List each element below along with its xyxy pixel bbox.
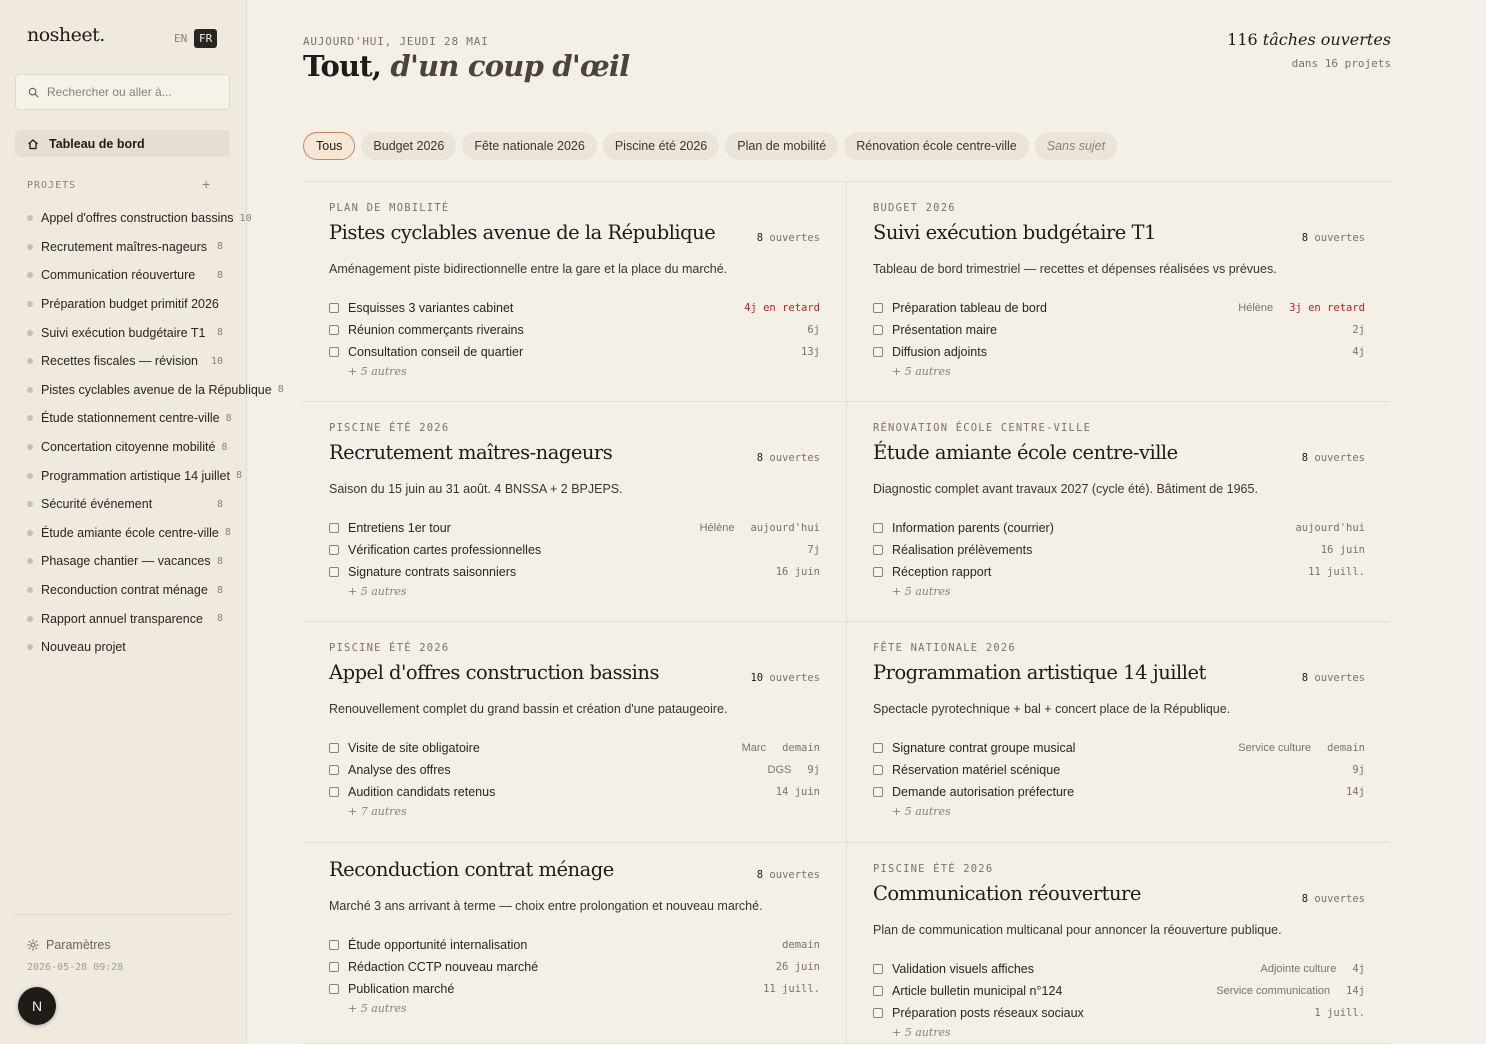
- task-assignee: Hélène: [1238, 302, 1274, 314]
- card-category: PISCINE ÉTÉ 2026: [329, 642, 450, 654]
- filter-chip[interactable]: Sans sujet: [1035, 132, 1117, 160]
- task-due: 9j: [1352, 764, 1365, 776]
- project-dot-icon: [27, 444, 33, 450]
- sidebar-project-item[interactable]: [27, 404, 232, 433]
- settings-label: Paramètres: [46, 938, 111, 952]
- sidebar-project-item[interactable]: [27, 261, 223, 290]
- task-label[interactable]: Vérification cartes professionnelles: [348, 543, 542, 557]
- search-input[interactable]: [47, 85, 217, 99]
- task-label[interactable]: Réception rapport: [892, 565, 992, 579]
- open-tasks-projects: dans 16 projets: [1291, 57, 1391, 70]
- card-open-label: ouvertes: [1314, 232, 1365, 244]
- sidebar-project-name: Préparation budget primitif 2026: [41, 297, 219, 312]
- task-due: 4j: [1352, 346, 1365, 358]
- task-label[interactable]: Signature contrats saisonniers: [348, 565, 517, 579]
- task-label[interactable]: Consultation conseil de quartier: [348, 345, 524, 359]
- task-due: aujourd'hui: [750, 522, 820, 534]
- card-open-number: 8: [1301, 232, 1309, 244]
- card-open-count: [757, 452, 820, 464]
- sidebar-project-count: 8: [216, 241, 223, 253]
- lang-fr-button[interactable]: FR: [194, 29, 217, 48]
- sidebar-project-count: 8: [216, 498, 223, 510]
- card-category: PLAN DE MOBILITÉ: [329, 202, 450, 214]
- sidebar-project-item[interactable]: [27, 604, 223, 633]
- sidebar-project-name: Communication réouverture: [41, 268, 196, 283]
- card-open-count: [1302, 893, 1365, 905]
- sidebar-project-name: Appel d'offres construction bassins: [41, 211, 234, 226]
- task-due: demain: [782, 742, 820, 754]
- task-due: 14j: [1346, 985, 1365, 997]
- task-row: [329, 738, 820, 758]
- project-list: [27, 204, 284, 662]
- card-category: FÊTE NATIONALE 2026: [873, 642, 1016, 654]
- project-dot-icon: [27, 215, 33, 221]
- task-row: [873, 518, 1365, 538]
- task-checkbox[interactable]: [873, 347, 883, 357]
- open-tasks-count: [1227, 30, 1391, 49]
- card-open-number: 8: [756, 232, 764, 244]
- task-row: [329, 298, 820, 318]
- brand-logo[interactable]: nosheet.: [27, 24, 105, 46]
- task-due: 3j en retard: [1289, 302, 1365, 314]
- lang-en-button[interactable]: EN: [174, 32, 188, 45]
- card-category: PISCINE ÉTÉ 2026: [873, 863, 994, 875]
- sidebar-project-count: 10: [210, 355, 223, 367]
- sidebar-divider: [15, 914, 230, 915]
- task-due: 2j: [1352, 324, 1365, 336]
- task-row: [329, 957, 820, 977]
- task-assignee: Adjointe culture: [1260, 963, 1337, 975]
- task-checkbox[interactable]: [329, 523, 339, 533]
- card-title[interactable]: Suivi exécution budgétaire T1: [873, 221, 1156, 244]
- sidebar-project-name: Reconduction contrat ménage: [41, 583, 208, 598]
- sidebar-project-count: 8: [225, 412, 232, 424]
- task-row: [329, 518, 820, 538]
- task-checkbox[interactable]: [873, 523, 883, 533]
- task-checkbox[interactable]: [329, 787, 339, 797]
- task-checkbox[interactable]: [329, 567, 339, 577]
- task-row: [329, 782, 820, 802]
- task-row: [873, 342, 1365, 362]
- sidebar-project-item[interactable]: [27, 204, 252, 233]
- task-row: [873, 562, 1365, 582]
- project-card[interactable]: [847, 402, 1391, 622]
- card-title[interactable]: Communication réouverture: [873, 882, 1141, 905]
- card-more-link[interactable]: + 7 autres: [348, 805, 407, 818]
- sidebar-project-name: Nouveau projet: [41, 640, 126, 655]
- card-title[interactable]: Étude amiante école centre-ville: [873, 441, 1178, 464]
- card-open-count: [1302, 452, 1365, 464]
- page-title: [303, 49, 629, 83]
- sidebar-project-count: 8: [216, 327, 223, 339]
- filter-chip[interactable]: Fête nationale 2026: [462, 132, 597, 160]
- task-checkbox[interactable]: [873, 986, 883, 996]
- card-open-number: 8: [1301, 452, 1309, 464]
- task-label[interactable]: Rédaction CCTP nouveau marché: [348, 960, 539, 974]
- card-category: RÉNOVATION ÉCOLE CENTRE-VILLE: [873, 422, 1092, 434]
- project-dot-icon: [27, 501, 33, 507]
- task-assignee: Marc: [741, 742, 767, 754]
- project-dot-icon: [27, 301, 33, 307]
- project-dot-icon: [27, 387, 33, 393]
- task-due: 16 juin: [775, 566, 820, 578]
- open-tasks-number: 116: [1227, 30, 1258, 49]
- card-title[interactable]: Appel d'offres construction bassins: [329, 661, 659, 684]
- filter-bar: [303, 132, 1117, 160]
- card-more-link[interactable]: + 5 autres: [892, 365, 951, 378]
- card-title[interactable]: Programmation artistique 14 juillet: [873, 661, 1206, 684]
- task-due: demain: [1327, 742, 1365, 754]
- task-row: [873, 540, 1365, 560]
- avatar[interactable]: N: [18, 987, 56, 1025]
- project-card[interactable]: [303, 622, 847, 843]
- sidebar-project-item[interactable]: [27, 490, 223, 519]
- card-more-link[interactable]: + 5 autres: [348, 365, 407, 378]
- task-label[interactable]: Signature contrat groupe musical: [892, 741, 1076, 755]
- card-title[interactable]: Recrutement maîtres-nageurs: [329, 441, 613, 464]
- card-open-count: [750, 672, 820, 684]
- project-card[interactable]: [847, 843, 1391, 1044]
- card-open-count: [757, 869, 820, 881]
- task-due: aujourd'hui: [1295, 522, 1365, 534]
- gear-icon: [27, 939, 39, 951]
- card-open-number: 8: [1301, 672, 1309, 684]
- task-due: 11 juill.: [763, 983, 820, 995]
- card-open-label: ouvertes: [769, 869, 820, 881]
- sidebar-project-name: Étude stationnement centre-ville: [41, 411, 220, 426]
- task-due: 14j: [1346, 786, 1365, 798]
- sidebar-project-name: Rapport annuel transparence: [41, 611, 203, 626]
- sidebar-project-item[interactable]: [27, 290, 223, 319]
- card-more-link[interactable]: + 5 autres: [348, 1002, 407, 1015]
- nav-dashboard-label: Tableau de bord: [49, 136, 145, 151]
- card-description: Saison du 15 juin au 31 août. 4 BNSSA + 2 BPJEPS.: [329, 482, 623, 496]
- timestamp: 2026-05-28 09:28: [27, 962, 124, 973]
- task-label[interactable]: Réservation matériel scénique: [892, 763, 1061, 777]
- home-icon: [27, 138, 39, 150]
- task-checkbox[interactable]: [873, 303, 883, 313]
- project-dot-icon: [27, 530, 33, 536]
- card-description: Tableau de bord trimestriel — recettes et dépenses réalisées vs prévues.: [873, 262, 1277, 276]
- task-due: 1 juill.: [1314, 1007, 1365, 1019]
- card-open-number: 8: [756, 452, 764, 464]
- task-label[interactable]: Information parents (courrier): [892, 521, 1054, 535]
- card-description: Plan de communication multicanal pour annoncer la réouverture publique.: [873, 923, 1282, 937]
- project-dot-icon: [27, 358, 33, 364]
- sidebar-project-item[interactable]: [27, 461, 243, 490]
- task-checkbox[interactable]: [873, 743, 883, 753]
- nav-dashboard[interactable]: [15, 130, 230, 157]
- task-row: [873, 760, 1365, 780]
- task-assignee: Service culture: [1238, 742, 1312, 754]
- card-more-link[interactable]: + 5 autres: [892, 1026, 951, 1039]
- task-checkbox[interactable]: [873, 765, 883, 775]
- card-open-label: ouvertes: [769, 672, 820, 684]
- card-description: Marché 3 ans arrivant à terme — choix entre prolongation et nouveau marché.: [329, 899, 763, 913]
- task-due: 9j: [807, 764, 820, 776]
- task-row: [329, 342, 820, 362]
- task-label[interactable]: Réalisation prélèvements: [892, 543, 1033, 557]
- task-due: 14 juin: [775, 786, 820, 798]
- card-open-count: [757, 232, 820, 244]
- sidebar-project-item[interactable]: [27, 519, 231, 548]
- task-row: [873, 959, 1365, 979]
- task-label[interactable]: Entretiens 1er tour: [348, 521, 451, 535]
- sidebar-project-count: 8: [221, 441, 228, 453]
- sidebar: [0, 0, 284, 1044]
- card-title[interactable]: Pistes cyclables avenue de la République: [329, 221, 716, 244]
- card-category: PISCINE ÉTÉ 2026: [329, 422, 450, 434]
- card-title[interactable]: Reconduction contrat ménage: [329, 858, 614, 881]
- sidebar-project-name: Programmation artistique 14 juillet: [41, 468, 230, 483]
- task-checkbox[interactable]: [873, 787, 883, 797]
- task-label[interactable]: Esquisses 3 variantes cabinet: [348, 301, 514, 315]
- sidebar-project-item[interactable]: [27, 347, 223, 376]
- page-date: AUJOURD'HUI, JEUDI 28 MAI: [303, 35, 489, 48]
- project-dot-icon: [27, 244, 33, 250]
- task-due: 4j: [1352, 963, 1365, 975]
- sidebar-project-item[interactable]: [27, 547, 223, 576]
- task-row: [873, 738, 1365, 758]
- card-open-label: ouvertes: [769, 452, 820, 464]
- card-description: Aménagement piste bidirectionnelle entre la gare et la place du marché.: [329, 262, 728, 276]
- task-row: [329, 562, 820, 582]
- task-row: [329, 760, 820, 780]
- filter-chip[interactable]: Rénovation école centre-ville: [844, 132, 1029, 160]
- card-open-number: 10: [750, 672, 764, 684]
- page-title-main: Tout,: [303, 49, 382, 83]
- task-row: [329, 540, 820, 560]
- task-row: [873, 1003, 1365, 1023]
- sidebar-project-name: Pistes cyclables avenue de la République: [41, 382, 272, 397]
- task-checkbox[interactable]: [329, 940, 339, 950]
- search-icon: [28, 87, 39, 98]
- sidebar-project-name: Phasage chantier — vacances: [41, 554, 211, 569]
- sidebar-project-count: 8: [216, 613, 223, 625]
- card-open-label: ouvertes: [769, 232, 820, 244]
- card-more-link[interactable]: + 5 autres: [892, 585, 951, 598]
- sidebar-project-name: Recrutement maîtres-nageurs: [41, 239, 208, 254]
- task-checkbox[interactable]: [329, 962, 339, 972]
- settings-link[interactable]: [27, 938, 111, 952]
- sidebar-project-item[interactable]: [27, 233, 223, 262]
- sidebar-project-count: 8: [216, 584, 223, 596]
- sidebar-project-name: Concertation citoyenne mobilité: [41, 440, 216, 455]
- project-card[interactable]: [303, 843, 847, 1044]
- filter-chip[interactable]: Plan de mobilité: [725, 132, 838, 160]
- task-label[interactable]: Préparation tableau de bord: [892, 301, 1047, 315]
- task-checkbox[interactable]: [329, 325, 339, 335]
- card-open-count: [1302, 232, 1365, 244]
- project-dot-icon: [27, 558, 33, 564]
- task-assignee: DGS: [767, 764, 792, 776]
- card-description: Renouvellement complet du grand bassin et création d'une pataugeoire.: [329, 702, 728, 716]
- task-label[interactable]: Demande autorisation préfecture: [892, 785, 1075, 799]
- task-due: 11 juill.: [1308, 566, 1365, 578]
- task-checkbox[interactable]: [329, 303, 339, 313]
- task-checkbox[interactable]: [873, 545, 883, 555]
- search-box[interactable]: [15, 74, 230, 110]
- project-dot-icon: [27, 644, 33, 650]
- sidebar-project-name: Recettes fiscales — révision: [41, 354, 199, 369]
- task-label[interactable]: Audition candidats retenus: [348, 785, 496, 799]
- task-checkbox[interactable]: [873, 964, 883, 974]
- task-label[interactable]: Étude opportunité internalisation: [348, 938, 528, 952]
- card-description: Spectacle pyrotechnique + bal + concert place de la République.: [873, 702, 1231, 716]
- sidebar-project-count: 8: [224, 527, 231, 539]
- task-label[interactable]: Publication marché: [348, 982, 455, 996]
- card-open-number: 8: [756, 869, 764, 881]
- project-dot-icon: [27, 616, 33, 622]
- sidebar-project-name: Suivi exécution budgétaire T1: [41, 325, 206, 340]
- task-label[interactable]: Article bulletin municipal n°124: [892, 984, 1063, 998]
- card-open-label: ouvertes: [1314, 893, 1365, 905]
- task-checkbox[interactable]: [873, 1008, 883, 1018]
- task-due: 4j en retard: [744, 302, 820, 314]
- card-open-number: 8: [1301, 893, 1309, 905]
- project-dot-icon: [27, 272, 33, 278]
- sidebar-project-count: 8: [235, 470, 243, 482]
- task-due: 6j: [807, 324, 820, 336]
- card-category: BUDGET 2026: [873, 202, 956, 214]
- projects-header: PROJETS: [27, 180, 77, 191]
- sidebar-project-count: 8: [277, 384, 284, 396]
- sidebar-project-name: Sécurité événement: [41, 497, 153, 512]
- task-assignee: Service communication: [1216, 985, 1331, 997]
- task-label[interactable]: Diffusion adjoints: [892, 345, 987, 359]
- sidebar-project-item[interactable]: [27, 576, 223, 605]
- task-due: 7j: [807, 544, 820, 556]
- project-card[interactable]: [303, 402, 847, 622]
- card-open-label: ouvertes: [1314, 452, 1365, 464]
- sidebar-project-item[interactable]: [27, 633, 223, 662]
- project-card[interactable]: [847, 182, 1391, 402]
- task-checkbox[interactable]: [329, 347, 339, 357]
- project-card[interactable]: [847, 622, 1391, 843]
- task-row: [329, 935, 820, 955]
- card-description: Diagnostic complet avant travaux 2027 (cycle été). Bâtiment de 1965.: [873, 482, 1258, 496]
- sidebar-project-name: Étude amiante école centre-ville: [41, 525, 219, 540]
- filter-chip[interactable]: Tous: [303, 132, 355, 160]
- sidebar-project-count: 8: [216, 269, 223, 281]
- card-open-count: [1302, 672, 1365, 684]
- task-row: [873, 320, 1365, 340]
- task-row: [873, 298, 1365, 318]
- task-row: [329, 979, 820, 999]
- sidebar-project-count: 8: [216, 555, 223, 567]
- task-checkbox[interactable]: [873, 325, 883, 335]
- task-due: 13j: [801, 346, 820, 358]
- add-project-button[interactable]: +: [202, 176, 211, 192]
- card-open-label: ouvertes: [1314, 672, 1365, 684]
- project-dot-icon: [27, 473, 33, 479]
- task-checkbox[interactable]: [329, 545, 339, 555]
- task-row: [873, 782, 1365, 802]
- card-more-link[interactable]: + 5 autres: [348, 585, 407, 598]
- sidebar-project-count: 10: [239, 212, 252, 224]
- sidebar-project-item[interactable]: [27, 318, 223, 347]
- task-label[interactable]: Analyse des offres: [348, 763, 451, 777]
- project-card[interactable]: [303, 182, 847, 402]
- task-row: [873, 981, 1365, 1001]
- task-due: 16 juin: [1320, 544, 1365, 556]
- task-row: [329, 320, 820, 340]
- project-dot-icon: [27, 415, 33, 421]
- task-checkbox[interactable]: [873, 567, 883, 577]
- project-dot-icon: [27, 587, 33, 593]
- task-due: 26 juin: [775, 961, 820, 973]
- filter-chip[interactable]: Piscine été 2026: [603, 132, 719, 160]
- task-due: demain: [782, 939, 820, 951]
- task-label[interactable]: Validation visuels affiches: [892, 962, 1034, 976]
- task-checkbox[interactable]: [329, 765, 339, 775]
- task-checkbox[interactable]: [329, 743, 339, 753]
- sidebar-project-item[interactable]: [27, 376, 284, 405]
- task-label[interactable]: Réunion commerçants riverains: [348, 323, 524, 337]
- filter-chip[interactable]: Budget 2026: [361, 132, 456, 160]
- sidebar-project-item[interactable]: [27, 433, 228, 462]
- page-title-italic: d'un coup d'œil: [390, 49, 630, 83]
- task-label[interactable]: Visite de site obligatoire: [348, 741, 480, 755]
- task-assignee: Hélène: [699, 522, 735, 534]
- task-label[interactable]: Préparation posts réseaux sociaux: [892, 1006, 1084, 1020]
- project-dot-icon: [27, 330, 33, 336]
- open-tasks-label: tâches ouvertes: [1262, 30, 1391, 49]
- task-label[interactable]: Présentation maire: [892, 323, 997, 337]
- card-more-link[interactable]: + 5 autres: [892, 805, 951, 818]
- task-checkbox[interactable]: [329, 984, 339, 994]
